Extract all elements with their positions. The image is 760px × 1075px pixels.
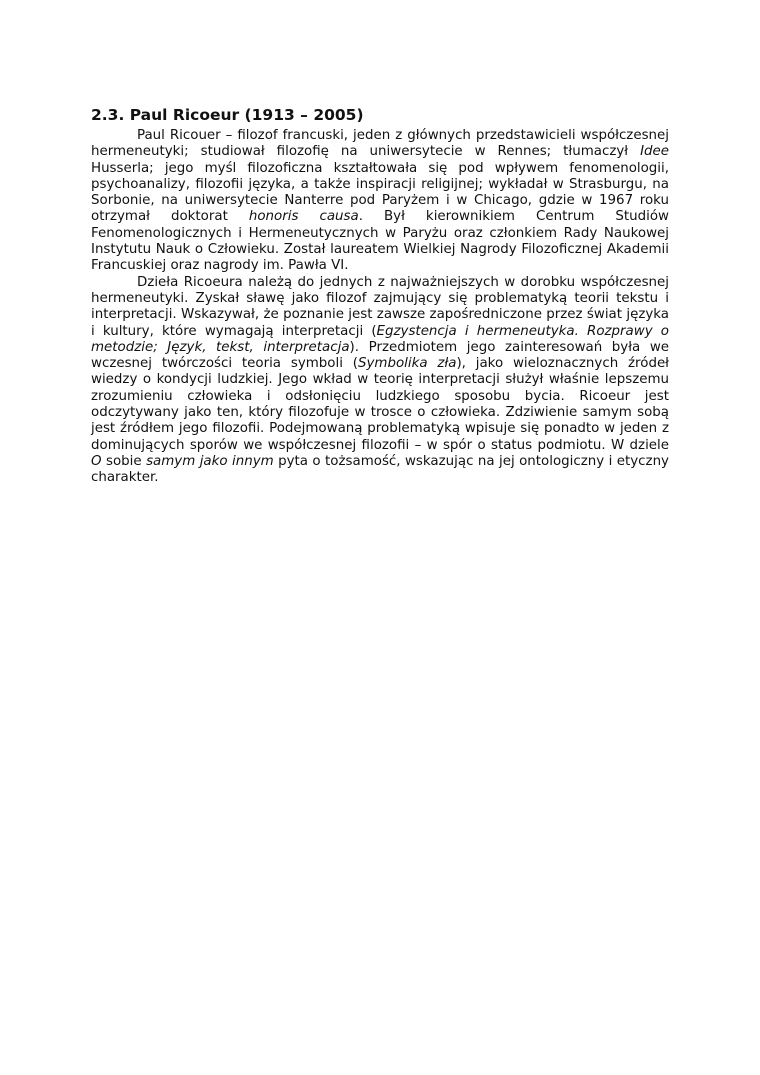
italic-title-symbolika-zla: Symbolika zła: [357, 356, 457, 372]
italic-title-samym-jako-innym: samym jako innym: [146, 453, 274, 469]
paragraph-text: . Był kierownikiem Centrum Studiów Fenomenologicznych i Hermeneutycznych w Paryżu oraz członkiem Rady Naukowej Instytutu Nauk o Człowieku. Został laureatem Wielkiej Nagrody Filozoficznej Akademii Francuskiej oraz nagrody im. Pawła VI.: [91, 209, 669, 274]
paragraph-text: Husserla; jego myśl filozoficzna kształtowała się pod wpływem fenomenologii, psychoanalizy, filozofii języka, a także inspiracji religijnej; wykładał w Strasburgu, na Sorbonie, na uniwersytecie Nanterre pod Paryżem i w Chicago, gdzie w 1967 roku otrzymał doktorat: [91, 160, 669, 225]
paragraph-text: ), jako wieloznacznych źródeł wiedzy o kondycji ludzkiej. Jego wkład w teorię interpretacji służył właśnie lepszemu zrozumieniu człowieka i odsłonięciu ludzkiego sposobu bycia. Ricoeur jest odczytywany jako ten, który filozofuje w trosce o człowieka. Zdziwienie samym sobą jest źródłem jego filozofii. Podejmowaną problematyką wpisuje się ponadto w jeden z dominujących sporów we współczesnej filozofii – w spór o status podmiotu. W dziele: [91, 356, 669, 453]
paragraph-text: sobie: [101, 453, 147, 469]
document-page: [91, 105, 669, 487]
paragraph-text: Paul Ricouer – filozof francuski, jeden z głównych przedstawicieli współczesnej hermeneutyki; studiował filozofię na uniwersytecie w Rennes; tłumaczył: [91, 128, 669, 160]
section-heading: 2.3. Paul Ricoeur (1913 – 2005): [91, 106, 364, 124]
paragraph-text: pyta o tożsamość, wskazując na jej ontologiczny i etyczny charakter.: [91, 453, 669, 486]
paragraph-text: Dzieła Ricoeura należą do jednych z najważniejszych w dorobku współczesnej hermeneutyki. Zyskał sławę jako filozof zajmujący się problematyką teorii tekstu i interpretacji. Wskazywał, że poznanie jest zawsze zapośredniczone przez świat języka i kultury, które wymagają interpretacji (: [91, 274, 669, 339]
paragraph-text: ). Przedmiotem jego zainteresowań była we wczesnej twórczości teoria symboli (: [91, 339, 670, 372]
italic-phrase-honoris-causa: honoris causa: [248, 209, 359, 225]
paragraph-works: [91, 275, 669, 487]
italic-work-titles: Egzystencja i hermeneutyka. Rozprawy o metodzie; Język, tekst, interpretacja: [91, 323, 669, 355]
italic-title-o: O: [91, 453, 102, 469]
paragraph-biography: [91, 128, 669, 275]
italic-title-idee: Idee: [640, 144, 669, 160]
